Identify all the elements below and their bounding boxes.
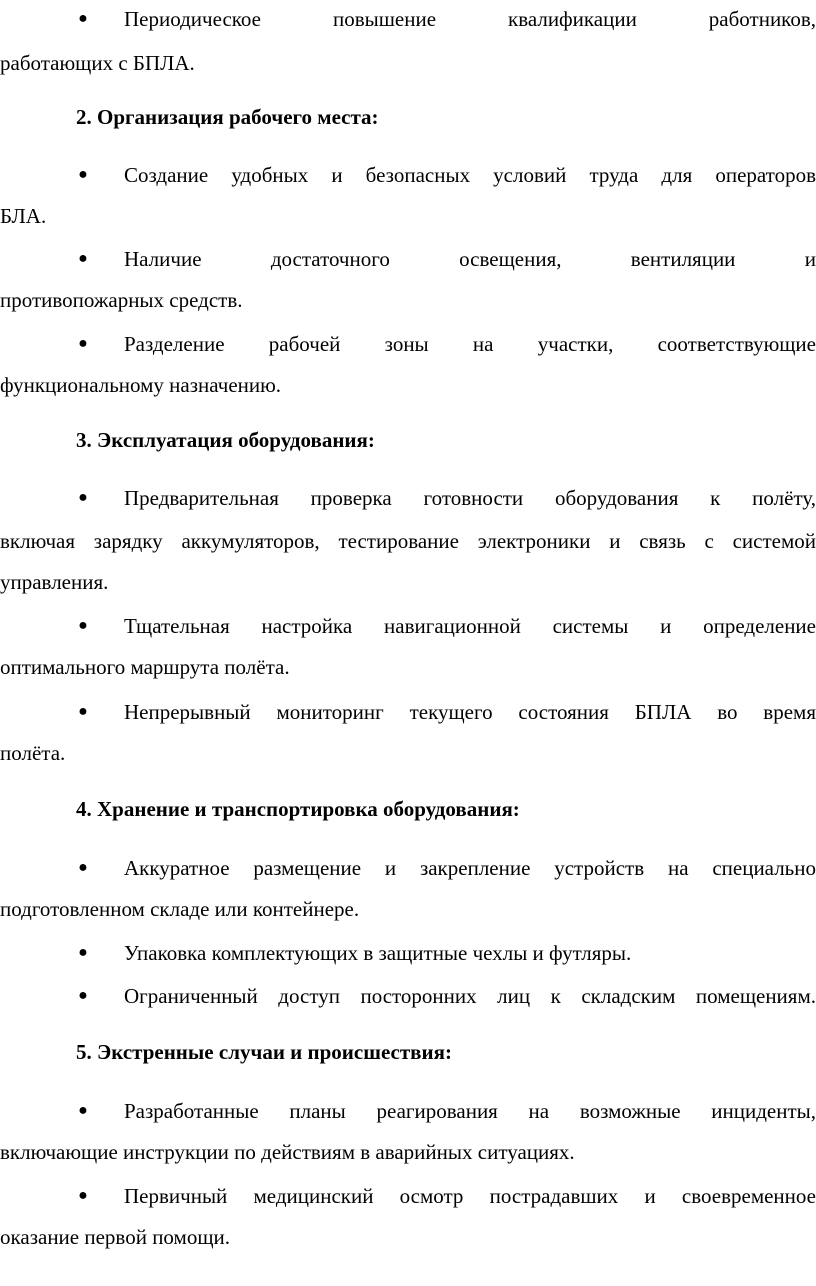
list-item: [0, 938, 816, 968]
list-item: [0, 4, 816, 34]
list-item-continuation: включающие инструкции по действиям в аварийных ситуациях.: [0, 1140, 575, 1164]
list-item-text: Разработанные планы реагирования на возможные инциденты,: [124, 1099, 816, 1123]
bullet-icon: ●: [78, 703, 88, 720]
list-item-text: Создание удобных и безопасных условий труда для операторов: [124, 163, 816, 187]
bullet-icon: ●: [78, 489, 88, 506]
section-heading: 3. Эксплуатация оборудования:: [76, 428, 375, 452]
bullet-icon: ●: [78, 335, 88, 352]
list-item-continuation: подготовленном складе или контейнере.: [0, 897, 360, 921]
list-item-continuation: БЛА.: [0, 204, 47, 228]
list-item-continuation: противопожарных средств.: [0, 288, 243, 312]
list-item-text: Непрерывный мониторинг текущего состояния БПЛА во время: [124, 700, 816, 724]
bullet-icon: ●: [78, 1187, 88, 1204]
list-item: [0, 244, 816, 274]
list-item-continuation: функциональному назначению.: [0, 373, 282, 397]
list-item-continuation: оказание первой помощи.: [0, 1225, 230, 1249]
list-item: [0, 853, 816, 883]
bullet-icon: ●: [78, 987, 88, 1004]
list-item: [0, 1181, 816, 1211]
bullet-icon: ●: [78, 617, 88, 634]
bullet-icon: ●: [78, 250, 88, 267]
bullet-icon: ●: [78, 1102, 88, 1119]
bullet-icon: ●: [78, 859, 88, 876]
list-item-text: Разделение рабочей зоны на участки, соответствующие: [124, 332, 816, 356]
list-item-text: Ограниченный доступ посторонних лиц к складским помещениям.: [124, 984, 816, 1008]
section-heading: 4. Хранение и транспортировка оборудования:: [76, 797, 520, 821]
list-item-continuation: включая зарядку аккумуляторов, тестирование электроники и связь с системой: [0, 529, 816, 553]
list-item-continuation: оптимального маршрута полёта.: [0, 655, 290, 679]
section-heading: 5. Экстренные случаи и происшествия:: [76, 1040, 452, 1064]
list-item-text: Аккуратное размещение и закрепление устройств на специально: [124, 856, 816, 880]
list-item-text: Наличие достаточного освещения, вентиляции и: [124, 247, 816, 271]
list-item-text: Упаковка комплектующих в защитные чехлы и футляры.: [124, 941, 632, 965]
section-heading: 2. Организация рабочего места:: [76, 105, 379, 129]
list-item: [0, 697, 816, 727]
list-item-continuation: полёта.: [0, 741, 66, 765]
list-item-continuation: управления.: [0, 570, 109, 594]
list-item-text: Тщательная настройка навигационной системы и определение: [124, 614, 816, 638]
list-item: [0, 160, 816, 190]
list-item-text: Первичный медицинский осмотр пострадавших и своевременное: [124, 1184, 816, 1208]
list-item: [0, 981, 816, 1011]
list-item-continuation: работающих с БПЛА.: [0, 51, 195, 75]
bullet-icon: ●: [78, 944, 88, 961]
list-item: [0, 611, 816, 641]
list-item: [0, 483, 816, 513]
bullet-icon: ●: [78, 166, 88, 183]
bullet-icon: ●: [78, 10, 88, 27]
list-item-text: Периодическое повышение квалификации работников,: [124, 7, 816, 31]
list-item: [0, 1096, 816, 1126]
list-item-text: Предварительная проверка готовности оборудования к полёту,: [124, 486, 816, 510]
list-item: [0, 329, 816, 359]
